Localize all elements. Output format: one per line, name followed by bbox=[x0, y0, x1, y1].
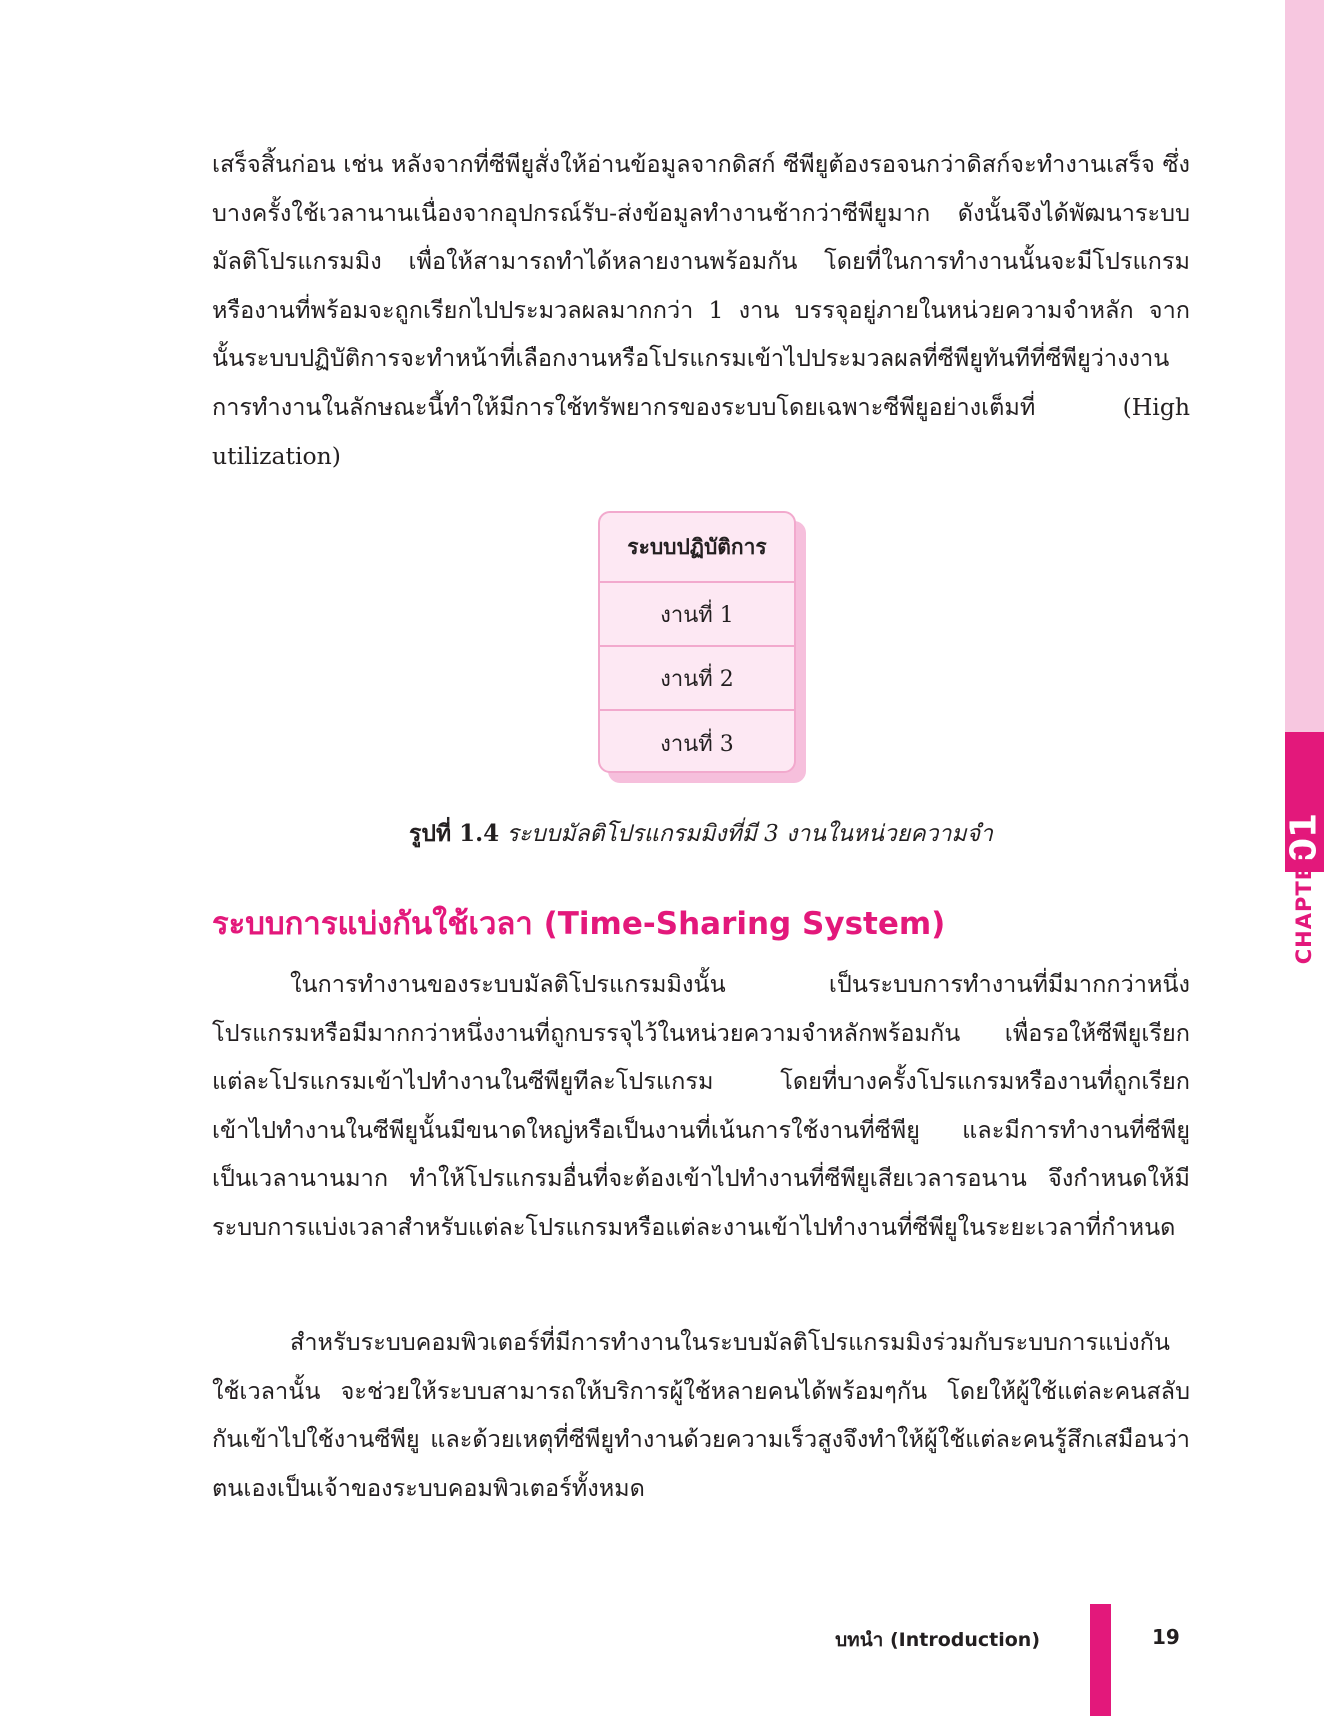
chapter-side-strip bbox=[1285, 0, 1324, 732]
page-number: 19 bbox=[1152, 1625, 1180, 1649]
body-paragraph-1: เสร็จสิ้นก่อน เช่น หลังจากที่ซีพียูสั่งให้อ่านข้อมูลจากดิสก์ ซีพียูต้องรอจนกว่าดิสก์จะทำงานเสร็จ ซึ่งบางครั้งใช้เวลานานเนื่องจากอุปกรณ์รับ-ส่งข้อมูลทำงานช้ากว่าซีพียูมาก ดังนั้นจึงได้พัฒนาระบบมัลติโปรแกรมมิง เพื่อให้สามารถทำได้หลายงานพร้อมกัน โดยที่ในการทำงานนั้นจะมีโปรแกรมหรืองานที่พร้อมจะถูกเรียกไปประมวลผลมากกว่า 1 งาน บรรจุอยู่ภายในหน่วยความจำหลัก จากนั้นระบบปฏิบัติการจะทำหน้าที่เลือกงานหรือโปรแกรมเข้าไปประมวลผลที่ซีพียูทันทีที่ซีพียูว่างงาน การทำงานในลักษณะนี้ทำให้มีการใช้ทรัพยากรของระบบโดยเฉพาะซีพียูอย่างเต็มที่ (High utilization) bbox=[212, 150, 1190, 470]
figure-caption bbox=[212, 816, 1190, 852]
footer-chapter-title: บทนำ (Introduction) bbox=[835, 1629, 1040, 1651]
footer-accent-bar bbox=[1090, 1604, 1111, 1716]
body-paragraph-2: ในการทำงานของระบบมัลติโปรแกรมมิงนั้น เป็นระบบการทำงานที่มีมากกว่าหนึ่งโปรแกรมหรือมีมากกว่าหนึ่งงานที่ถูกบรรจุไว้ในหน่วยความจำหลักพร้อมกัน เพื่อรอให้ซีพียูเรียกแต่ละโปรแกรมเข้าไปทำงานในซีพียูทีละโปรแกรม โดยที่บางครั้งโปรแกรมหรืองานที่ถูกเรียกเข้าไปทำงานในซีพียูนั้นมีขนาดใหญ่หรือเป็นงานที่เน้นการใช้งานที่ซีพียู และมีการทำงานที่ซีพียูเป็นเวลานานมาก ทำให้โปรแกรมอื่นที่จะต้องเข้าไปทำงานที่ซีพียูเสียเวลารอนาน จึงกำหนดให้มีระบบการแบ่งเวลาสำหรับแต่ละโปรแกรมหรือแต่ละงานเข้าไปทำงานที่ซีพียูในระยะเวลาที่กำหนด bbox=[212, 970, 1190, 1241]
figure-caption-label: รูปที่ 1.4 bbox=[409, 820, 500, 847]
chapter-number: 01 bbox=[1283, 812, 1324, 864]
figure-caption-text: ระบบมัลติโปรแกรมมิงที่มี 3 งานในหน่วยความจำ bbox=[506, 821, 993, 847]
figure-row-job-3: งานที่ 3 bbox=[660, 731, 734, 757]
body-paragraph-3: สำหรับระบบคอมพิวเตอร์ที่มีการทำงานในระบบมัลติโปรแกรมมิงร่วมกับระบบการแบ่งกันใช้เวลานั้น จะช่วยให้ระบบสามารถให้บริการผู้ใช้หลายคนได้พร้อมๆกัน โดยให้ผู้ใช้แต่ละคนสลับกันเข้าไปใช้งานซีพียู และด้วยเหตุที่ซีพียูทำงานด้วยความเร็วสูงจึงทำให้ผู้ใช้แต่ละคนรู้สึกเสมือนว่าตนเองเป็นเจ้าของระบบคอมพิวเตอร์ทั้งหมด bbox=[212, 1328, 1190, 1502]
chapter-label: CHAPTER bbox=[1292, 847, 1316, 965]
section-heading: ระบบการแบ่งกันใช้เวลา (Time-Sharing System) bbox=[212, 906, 946, 942]
figure-row-job-2: งานที่ 2 bbox=[600, 647, 794, 711]
figure-header-os: ระบบปฏิบัติการ bbox=[600, 513, 794, 583]
figure-row-job-1: งานที่ 1 bbox=[600, 583, 794, 647]
memory-stack-figure bbox=[598, 511, 796, 773]
